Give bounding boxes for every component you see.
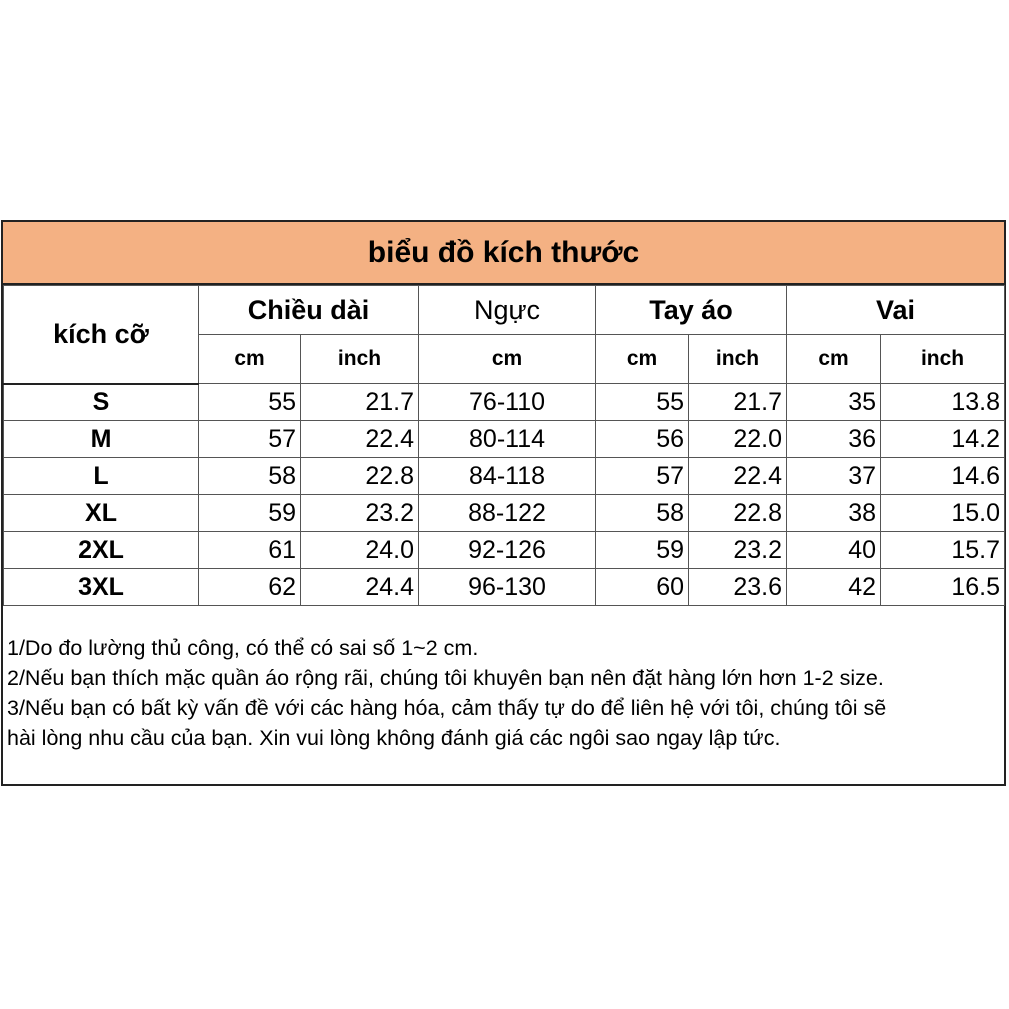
length-inch-cell: 24.4 [301, 569, 419, 606]
chest-cm-cell: 76-110 [419, 384, 596, 421]
sleeve-cm-cell: 60 [596, 569, 689, 606]
group-header-length: Chiều dài [199, 286, 419, 335]
unit-header: cm [596, 335, 689, 384]
table-row [4, 569, 1005, 606]
length-inch-cell: 24.0 [301, 532, 419, 569]
length-inch-cell: 23.2 [301, 495, 419, 532]
size-cell: 3XL [4, 569, 199, 606]
sleeve-cm-cell: 55 [596, 384, 689, 421]
group-header-sleeve: Tay áo [596, 286, 787, 335]
sleeve-inch-cell: 22.0 [689, 421, 787, 458]
size-column-header: kích cỡ [4, 286, 199, 384]
shoulder-cm-cell: 35 [787, 384, 881, 421]
shoulder-inch-cell: 13.8 [881, 384, 1005, 421]
sleeve-cm-cell: 56 [596, 421, 689, 458]
table-row [4, 495, 1005, 532]
unit-header: inch [301, 335, 419, 384]
table-row [4, 384, 1005, 421]
shoulder-inch-cell: 14.2 [881, 421, 1005, 458]
length-cm-cell: 57 [199, 421, 301, 458]
chest-cm-cell: 88-122 [419, 495, 596, 532]
unit-header: cm [199, 335, 301, 384]
sleeve-inch-cell: 23.2 [689, 532, 787, 569]
length-cm-cell: 58 [199, 458, 301, 495]
chest-cm-cell: 84-118 [419, 458, 596, 495]
chest-cm-cell: 92-126 [419, 532, 596, 569]
unit-header: cm [419, 335, 596, 384]
size-cell: S [4, 384, 199, 421]
shoulder-cm-cell: 37 [787, 458, 881, 495]
length-cm-cell: 62 [199, 569, 301, 606]
table-row [4, 458, 1005, 495]
length-inch-cell: 21.7 [301, 384, 419, 421]
shoulder-cm-cell: 42 [787, 569, 881, 606]
shoulder-cm-cell: 40 [787, 532, 881, 569]
table-row [4, 532, 1005, 569]
sleeve-cm-cell: 57 [596, 458, 689, 495]
length-inch-cell: 22.8 [301, 458, 419, 495]
note-line: 3/Nếu bạn có bất kỳ vấn đề với các hàng hóa, cảm thấy tự do để liên hệ với tôi, chúng tôi sẽ [7, 696, 887, 720]
size-table [3, 285, 1005, 606]
shoulder-cm-cell: 38 [787, 495, 881, 532]
shoulder-inch-cell: 14.6 [881, 458, 1005, 495]
size-cell: L [4, 458, 199, 495]
sleeve-inch-cell: 23.6 [689, 569, 787, 606]
sleeve-cm-cell: 58 [596, 495, 689, 532]
length-cm-cell: 55 [199, 384, 301, 421]
sleeve-inch-cell: 21.7 [689, 384, 787, 421]
sleeve-inch-cell: 22.8 [689, 495, 787, 532]
group-header-chest: Ngực [419, 286, 596, 335]
length-cm-cell: 61 [199, 532, 301, 569]
note-line: hài lòng nhu cầu của bạn. Xin vui lòng không đánh giá các ngôi sao ngay lập tức. [7, 726, 781, 750]
group-header-shoulder: Vai [787, 286, 1005, 335]
shoulder-inch-cell: 16.5 [881, 569, 1005, 606]
size-cell: XL [4, 495, 199, 532]
note-line: 2/Nếu bạn thích mặc quần áo rộng rãi, chúng tôi khuyên bạn nên đặt hàng lớn hơn 1-2 size. [7, 666, 884, 690]
group-header-row [4, 286, 1005, 335]
note-line: 1/Do đo lường thủ công, có thể có sai số 1~2 cm. [7, 636, 479, 660]
length-cm-cell: 59 [199, 495, 301, 532]
chart-title: biểu đồ kích thước [3, 222, 1004, 285]
unit-header: inch [689, 335, 787, 384]
size-cell: 2XL [4, 532, 199, 569]
sleeve-cm-cell: 59 [596, 532, 689, 569]
notes [7, 633, 1005, 753]
chest-cm-cell: 96-130 [419, 569, 596, 606]
shoulder-cm-cell: 36 [787, 421, 881, 458]
shoulder-inch-cell: 15.7 [881, 532, 1005, 569]
size-cell: M [4, 421, 199, 458]
unit-header: inch [881, 335, 1005, 384]
unit-header: cm [787, 335, 881, 384]
table-row [4, 421, 1005, 458]
shoulder-inch-cell: 15.0 [881, 495, 1005, 532]
size-chart [1, 220, 1006, 786]
sleeve-inch-cell: 22.4 [689, 458, 787, 495]
length-inch-cell: 22.4 [301, 421, 419, 458]
chest-cm-cell: 80-114 [419, 421, 596, 458]
